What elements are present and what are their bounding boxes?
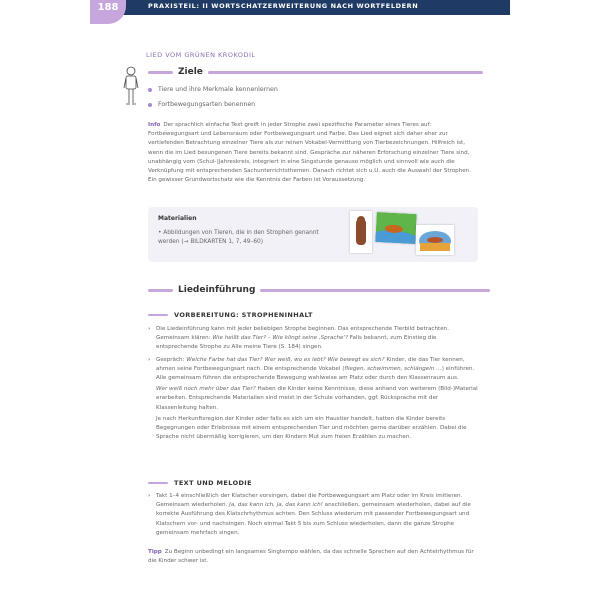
- heading-bar: [260, 289, 490, 292]
- tiger-card: [375, 212, 417, 244]
- bear-card: [350, 211, 372, 253]
- heading-bar: [148, 314, 168, 316]
- info-label: Info: [148, 122, 161, 128]
- arrow-icon: ›: [148, 356, 151, 363]
- paragraph: Je nach Herkunftsregion der Kinder oder falls es sich um ein Haustier handelt, hatten die Kinder bereits Begegnungen oder Erlebnisse mit einem entsprechenden Tier und möchten gerne darüber erzählen. Dabei die Sprache nicht übermäßig korrigieren, um den Kindern Mut zum freien Erzählen zu machen.: [156, 415, 467, 441]
- paragraph: Wer weiß noch mehr über das Tier? Haben die Kinder keine Kenntnisse, diese anhand von weiterem (Bild-)Material erarbeiten. Entsprechende Materialien sind meist in der Schule vorhanden, ggf. Rücksprache mit der Klassenleitung halten.: [156, 386, 478, 411]
- tipp-paragraph: Tipp Zu Beginn unbedingt ein langsames Singtempo wählen, da das schnelle Sprechen auf den Achtelrhythmus für die Kinder schwer ist.: [148, 549, 474, 565]
- materialien-item: • Abbildungen von Tieren, die in den Strophen genannt werden (→ BILDKARTEN 1, 7, 49–60): [158, 230, 319, 245]
- heading-bar: [148, 289, 173, 292]
- vorbereitung-content: [148, 325, 478, 442]
- text-melodie-content: [148, 492, 478, 538]
- step-item: › Gespräch: Welche Farbe hat das Tier? Wer weiß, wo es lebt? Wie bewegt es sich? Kinder, die das Tier kennen, ahmen seine Fortbewegungsart nach. Die entsprechende Vokabel (fliegen, schwimmen, schlängeln …) einführen. Alle gemeinsam führen die entsprechende Bewegung wahlweise am Platz oder durch den Klassenraum aus.: [148, 356, 478, 384]
- bullet-icon: [148, 103, 152, 107]
- animal-water-image-icon: [375, 212, 417, 244]
- ziele-heading: Ziele: [178, 67, 203, 77]
- child-figure-icon: [122, 66, 140, 106]
- list-item: Fortbewegungsarten benennen: [148, 97, 278, 112]
- heading-bar: [148, 71, 173, 74]
- song-title: LIED VOM GRÜNEN KROKODIL: [146, 51, 256, 59]
- list-item: Tiere und ihre Merkmale kennenlernen: [148, 82, 278, 97]
- page-number: 188: [90, 0, 126, 24]
- ziele-heading-row: [148, 67, 483, 77]
- ziele-list: [148, 82, 278, 112]
- arrow-icon: ›: [148, 326, 151, 332]
- tipp-label: Tipp: [148, 549, 162, 555]
- animal-field-image-icon: [416, 225, 454, 255]
- bullet-icon: [148, 88, 152, 92]
- horse-card: [416, 225, 454, 255]
- text-melodie-heading: TEXT UND MELODIE: [174, 479, 252, 487]
- heading-bar: [208, 71, 483, 74]
- liedeinfuehrung-heading-row: [148, 285, 490, 295]
- liedeinfuehrung-heading: Liedeinführung: [178, 285, 256, 295]
- heading-bar: [148, 482, 168, 484]
- step-item: › Die Liedeinführung kann mit jeder beliebigen Strophe beginnen. Das entsprechende Tierbild betrachten. Gemeinsam klären: Wie heißt das Tier? – Wie klingt seine ‚Sprache'? Falls bekannt, zum Einstieg die entsprechende Strophe zu Alle meine Tiere (S. 184) singen.: [148, 325, 478, 353]
- vorbereitung-heading: VORBEREITUNG: STROPHENINHALT: [174, 311, 313, 319]
- step-item: › Takt 1–4 einschließlich der Klatscher vorsingen, dabei die Fortbewegungsart am Platz oder im Kreis imitieren. Gemeinsam wiederholen. Ja, das kann ich, ja, das kann ich! anschließen, gemeinsam wiederholen, dabei auf die korrekte Ausführung des Klatschrhythmus achten. Den Schluss wiederum mit passender Fortbewegungsart und Klatschern vor- und nachsingen. Noch einmal Takt 5 bis zum Schluss wiederholen, dann die ganze Strophe gemeinsam mehrfach singen.: [148, 492, 478, 538]
- info-paragraph: Info Der sprachlich einfache Text greift in jeder Strophe zwei spezifische Parameter eines Tieres auf: Fortbewegungsart und Lebensraum oder Fortbewegungsart und Farbe. Das Lied eignet sich daher eher zur vertiefenden Betrachtung einzelner Tiere als zur reinen Vokabel-Vermittlung von Tierbezeichnungen. Hilfreich ist, wenn die im Lied besungenen Tiere bereits bekannt sind. Gespräche zur näheren Erforschung einzelner Tiere sind, unabhängig vom (Schul-)Jahreskreis, integriert in eine Singstunde genauso möglich und sinnvoll wie auch die Verknüpfung mit entsprechenden Sachunterrichtsthemen. Danach richtet sich u.U. auch die Auswahl der Strophen. Ein gewisser Grundwortschatz wie die Kenntnis der Farben ist Voraussetzung.: [148, 122, 472, 184]
- vorbereitung-heading-row: [148, 311, 313, 319]
- materialien-box: [148, 207, 478, 262]
- bear-image-icon: [350, 211, 372, 253]
- materialien-heading: Materialien: [158, 215, 197, 222]
- text-melodie-heading-row: [148, 479, 252, 487]
- running-header: PRAXISTEIL: II WORTSCHATZERWEITERUNG NACH WORTFELDERN: [148, 2, 419, 10]
- arrow-icon: ›: [148, 493, 151, 499]
